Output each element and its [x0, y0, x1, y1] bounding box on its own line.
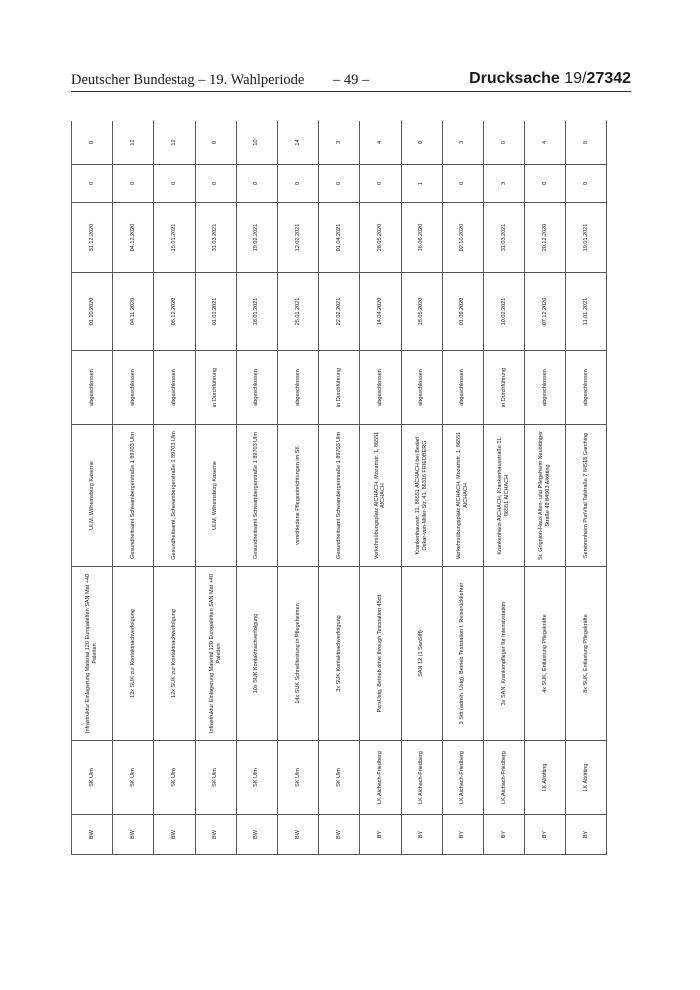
status-cell: abgeschlossen — [401, 351, 442, 425]
start-date-cell: 25.01.2021 — [277, 273, 318, 351]
district-cell: LK Aichach-Friedberg — [401, 741, 442, 815]
end-date-cell: 28.05.2020 — [360, 203, 401, 273]
location-cell: Verkehrsübungsplatz AICHACH, Mozartstr. 1, 86551 AICHACH — [442, 425, 483, 567]
district-cell: SK Ulm — [319, 741, 360, 815]
end-date-cell: 02.10.2020 — [442, 203, 483, 273]
land-cell: BW — [195, 815, 236, 855]
start-date-cell: 14.04.2020 — [360, 273, 401, 351]
land-cell: BW — [277, 815, 318, 855]
status-cell: abgeschlossen — [442, 351, 483, 425]
end-date-cell: 15.01.2021 — [154, 203, 195, 273]
count-a-cell: 0 — [319, 165, 360, 203]
location-cell: Gesundheitsamt, Schwambergerstraße 1 89703 Ulm — [154, 425, 195, 567]
table-row — [483, 121, 524, 855]
table-row — [319, 121, 360, 855]
land-cell: BY — [401, 815, 442, 855]
district-cell: LK Altötting — [566, 741, 607, 815]
end-date-cell: 20.12.2020 — [525, 203, 566, 273]
count-a-cell: 0 — [360, 165, 401, 203]
status-cell: abgeschlossen — [277, 351, 318, 425]
start-date-cell: 01.10.2020 — [72, 273, 113, 351]
document-label: Drucksache — [469, 70, 560, 87]
measure-cell: 12x SUK zur Kontaktnachverfolgung — [154, 567, 195, 741]
start-date-cell: 01.09.2020 — [442, 273, 483, 351]
status-cell: abgeschlossen — [525, 351, 566, 425]
start-date-cell: 18.05.2020 — [401, 273, 442, 351]
location-cell: Krankenhaus AICHACH, Krankenhausstraße 11, 86551 AICHACH — [483, 425, 524, 567]
end-date-cell: 16.06.2020 — [401, 203, 442, 273]
district-cell: SK Ulm — [236, 741, 277, 815]
land-cell: BW — [113, 815, 154, 855]
count-a-cell: 3 — [483, 165, 524, 203]
count-a-cell: 0 — [154, 165, 195, 203]
location-cell: ULM, Wilhemsburg Kaserne — [72, 425, 113, 567]
deployment-table — [71, 121, 607, 855]
count-a-cell: 0 — [72, 165, 113, 203]
start-date-cell: 07.12.2020 — [525, 273, 566, 351]
status-cell: in Durchführung — [483, 351, 524, 425]
count-b-cell: 4 — [360, 121, 401, 165]
table-row — [360, 121, 401, 855]
start-date-cell: 05.12.2020 — [154, 273, 195, 351]
location-cell: Krankenhausstr. 11, 86551 AICHACH bei Bedarf Oskar-von-Miller-Str. 41, 86316 FRIEDBERG — [401, 425, 442, 567]
location-cell: Gesundheitsamt Schwambergerstraße 1 89703 Ulm — [319, 425, 360, 567]
location-cell: Verkehrsübungsplatz AICHACH, Mozartstr. 1, 86551 AICHACH — [360, 425, 401, 567]
table-row — [154, 121, 195, 855]
status-cell: abgeschlossen — [236, 351, 277, 425]
count-a-cell: 0 — [277, 165, 318, 203]
page-header — [71, 70, 631, 92]
location-cell: Gesundheitsamt Schwambergerstraße 1 89703 Ulm — [236, 425, 277, 567]
count-a-cell: 0 — [525, 165, 566, 203]
document-number-suffix: 27342 — [586, 70, 631, 87]
end-date-cell: 31.03.2021 — [195, 203, 236, 273]
land-cell: BW — [154, 815, 195, 855]
count-b-cell: 3 — [319, 121, 360, 165]
measure-cell: 14x SUK Schnelltestung in Pflegeheimen — [277, 567, 318, 741]
count-a-cell: 0 — [113, 165, 154, 203]
table-row — [442, 121, 483, 855]
measure-cell: 12x SUK zur Kontaktnachverfolgung — [113, 567, 154, 741]
count-a-cell: 0 — [236, 165, 277, 203]
end-date-cell: 01.04.2021 — [319, 203, 360, 273]
end-date-cell: 31.12.2020 — [72, 203, 113, 273]
location-cell: Seniorenheim PuriVital Talstraße 7 84518 Garching — [566, 425, 607, 567]
count-b-cell: 12 — [154, 121, 195, 165]
location-cell: ULM, Wilhemsburg Kaserne — [195, 425, 236, 567]
status-cell: abgeschlossen — [113, 351, 154, 425]
count-b-cell: 8 — [566, 121, 607, 165]
count-b-cell: 12 — [113, 121, 154, 165]
land-cell: BW — [319, 815, 360, 855]
land-cell: BY — [360, 815, 401, 855]
land-cell: BY — [525, 815, 566, 855]
status-cell: in Durchführung — [319, 351, 360, 425]
table-row — [113, 121, 154, 855]
district-cell: LK Aichach-Friedberg — [442, 741, 483, 815]
status-cell: abgeschlossen — [154, 351, 195, 425]
count-b-cell: 0 — [195, 121, 236, 165]
document-number — [469, 70, 631, 88]
end-date-cell: 04.12.2020 — [113, 203, 154, 273]
measure-cell: 3 Sdt (admin. Ustg), Betrieb Teststation f. Reiserückkehrer — [442, 567, 483, 741]
status-cell: abgeschlossen — [360, 351, 401, 425]
district-cell: SK Ulm — [277, 741, 318, 815]
district-cell: LK Altötting — [525, 741, 566, 815]
district-cell: SK Ulm — [154, 741, 195, 815]
location-cell: Gesundheitsamt Schwambergerstraße 1 89703 Ulm — [113, 425, 154, 567]
end-date-cell: 12.02.2021 — [277, 203, 318, 273]
measure-cell: SAN 12 (1 SanStff) — [401, 567, 442, 741]
table-row — [277, 121, 318, 855]
measure-cell: PersUstg, Betrieb drive through Teststation 45ctt — [360, 567, 401, 741]
table-row — [72, 121, 113, 855]
land-cell: BY — [442, 815, 483, 855]
start-date-cell: 11.01.2021 — [566, 273, 607, 351]
header-rule — [71, 91, 631, 92]
table-row — [566, 121, 607, 855]
count-b-cell: 0 — [72, 121, 113, 165]
end-date-cell: 31.03.2021 — [483, 203, 524, 273]
document-number-prefix: 19/ — [564, 70, 587, 87]
count-b-cell: 10 — [236, 121, 277, 165]
land-cell: BW — [236, 815, 277, 855]
count-a-cell: 0 — [442, 165, 483, 203]
header-publication: Deutscher Bundestag – 19. Wahlperiode — [71, 72, 305, 88]
count-a-cell: 0 — [195, 165, 236, 203]
count-a-cell: 1 — [401, 165, 442, 203]
district-cell: LK Aichach-Friedberg — [360, 741, 401, 815]
table-row — [236, 121, 277, 855]
end-date-cell: 19.02.2021 — [236, 203, 277, 273]
land-cell: BY — [483, 815, 524, 855]
location-cell: verschiedene Pflegeeinrichtungen im SK — [277, 425, 318, 567]
status-cell: in Durchführung — [195, 351, 236, 425]
district-cell: LK Aichach-Friedberg — [483, 741, 524, 815]
count-b-cell: 14 — [277, 121, 318, 165]
start-date-cell: 18.01.2021 — [236, 273, 277, 351]
count-a-cell: 0 — [566, 165, 607, 203]
end-date-cell: 19.01.2021 — [566, 203, 607, 273]
measure-cell: Infrastruktur Einlagerung Material 120 Europaletten SAN Mat +40 Paletten — [72, 567, 113, 741]
location-cell: St. Grignion-Haus Alten- und Pflegeheim Neuöttinger Straße 49 84503 Altötting — [525, 425, 566, 567]
measure-cell: 10x SUK Kontaktnachverfolgung — [236, 567, 277, 741]
start-date-cell: 22.02.2021 — [319, 273, 360, 351]
status-cell: abgeschlossen — [72, 351, 113, 425]
district-cell: SK Ulm — [113, 741, 154, 815]
count-b-cell: 3 — [442, 121, 483, 165]
start-date-cell: 10.02.2021 — [483, 273, 524, 351]
measure-cell: 3x SUK Kontaktnachverfolgung — [319, 567, 360, 741]
table-row — [401, 121, 442, 855]
land-cell: BW — [72, 815, 113, 855]
count-b-cell: 0 — [483, 121, 524, 165]
measure-cell: 4x SUK, Entlastung Pflegekräfte — [525, 567, 566, 741]
district-cell: SK Ulm — [195, 741, 236, 815]
measure-cell: Infrastruktur Einlagerung Material 120 Europaletten SAN Mat +40 Paletten — [195, 567, 236, 741]
table-row — [195, 121, 236, 855]
table-row — [525, 121, 566, 855]
land-cell: BY — [566, 815, 607, 855]
district-cell: SK Ulm — [72, 741, 113, 815]
count-b-cell: 0 — [401, 121, 442, 165]
page-number: – 49 – — [333, 72, 370, 88]
measure-cell: 8x SUK, Entlastung Pflegekräfte — [566, 567, 607, 741]
rotated-table-container — [71, 121, 607, 855]
count-b-cell: 4 — [525, 121, 566, 165]
status-cell: abgeschlossen — [566, 351, 607, 425]
measure-cell: 3x SAN, Krankenpfleger für Intensivstation — [483, 567, 524, 741]
start-date-cell: 01.01.2021 — [195, 273, 236, 351]
start-date-cell: 04.11.2020 — [113, 273, 154, 351]
